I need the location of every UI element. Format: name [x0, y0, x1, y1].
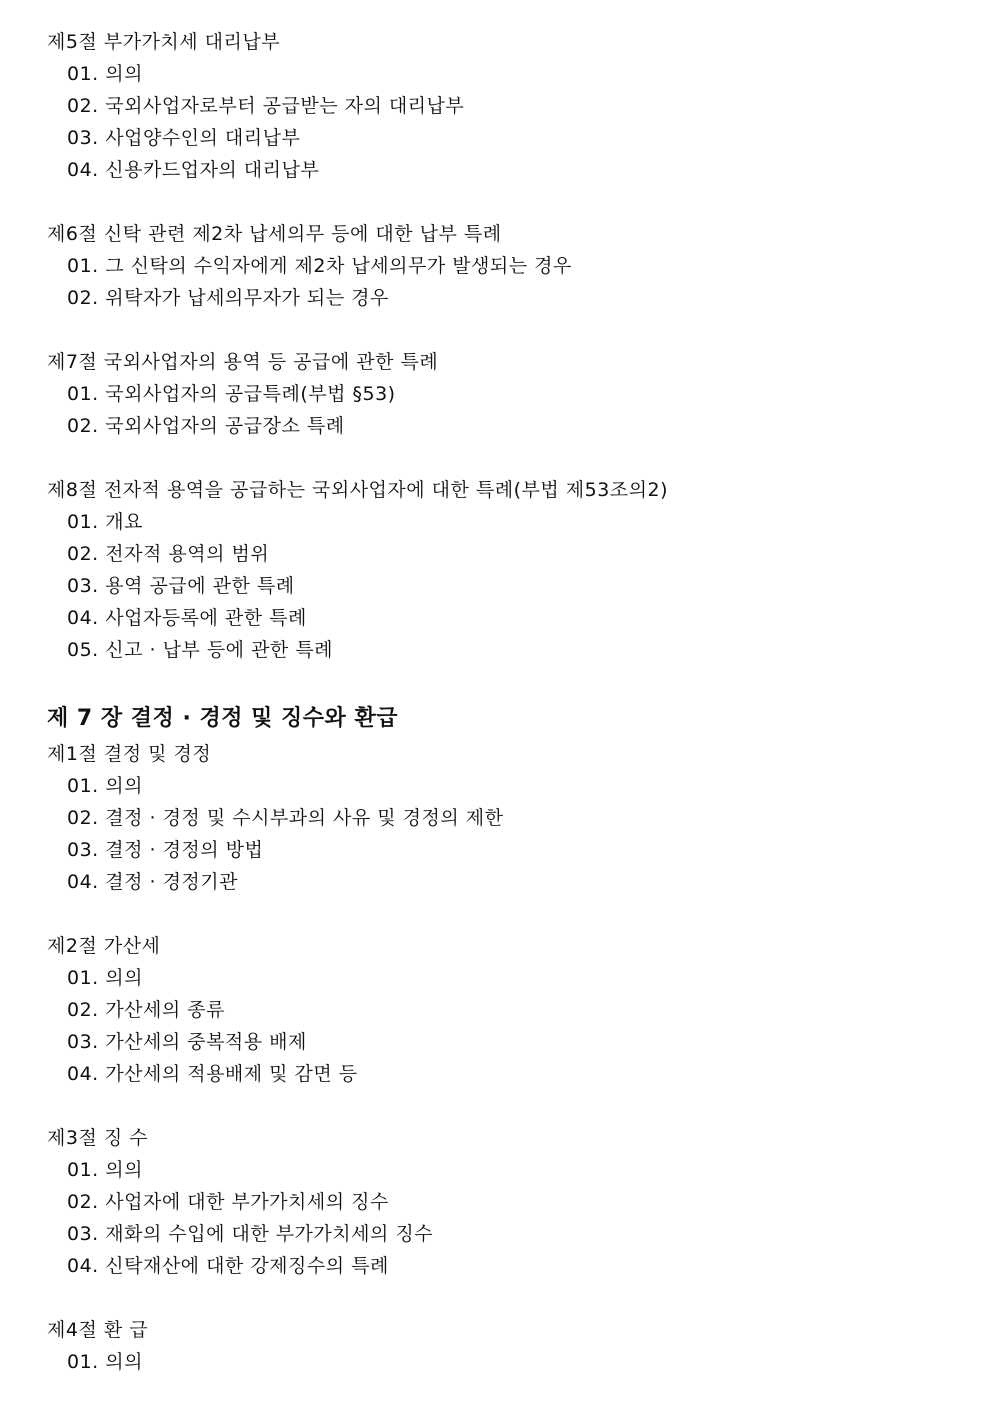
- spacer: [47, 186, 947, 218]
- toc-item: 04. 결정 · 경정기관: [67, 871, 238, 893]
- toc-item: 03. 사업양수인의 대리납부: [67, 127, 301, 149]
- toc-item: 04. 신용카드업자의 대리납부: [67, 159, 320, 181]
- toc-item: 02. 사업자에 대한 부가가치세의 징수: [67, 1191, 389, 1213]
- toc-item: 01. 의의: [67, 1159, 143, 1181]
- toc-item: 02. 결정 · 경정 및 수시부과의 사유 및 경정의 제한: [67, 807, 504, 829]
- section-heading: 제3절 징 수: [47, 1127, 149, 1149]
- toc-item: 01. 개요: [67, 511, 143, 533]
- section-heading: 제1절 결정 및 경정: [47, 743, 212, 765]
- toc-item: 04. 사업자등록에 관한 특례: [67, 607, 307, 629]
- toc-item: 01. 의의: [67, 63, 143, 85]
- spacer: [47, 442, 947, 474]
- toc-item: 03. 재화의 수입에 대한 부가가치세의 징수: [67, 1223, 434, 1245]
- section-heading: 제4절 환 급: [47, 1319, 149, 1341]
- toc-item: 03. 결정 · 경정의 방법: [67, 839, 264, 861]
- toc-item: 01. 국외사업자의 공급특례(부법 §53): [67, 383, 396, 405]
- document-body: [47, 26, 947, 1378]
- toc-item: 04. 신탁재산에 대한 강제징수의 특례: [67, 1255, 389, 1277]
- section-heading: 제8절 전자적 용역을 공급하는 국외사업자에 대한 특례(부법 제53조의2): [47, 479, 669, 501]
- spacer: [47, 666, 947, 698]
- spacer: [47, 898, 947, 930]
- spacer: [47, 1282, 947, 1314]
- toc-item: 03. 용역 공급에 관한 특례: [67, 575, 295, 597]
- section-heading: 제2절 가산세: [47, 935, 161, 957]
- toc-item: 02. 국외사업자로부터 공급받는 자의 대리납부: [67, 95, 465, 117]
- toc-item: 01. 그 신탁의 수익자에게 제2차 납세의무가 발생되는 경우: [67, 255, 572, 277]
- toc-item: 01. 의의: [67, 967, 143, 989]
- toc-item: 02. 가산세의 종류: [67, 999, 225, 1021]
- toc-item: 02. 국외사업자의 공급장소 특례: [67, 415, 345, 437]
- toc-item: 02. 위탁자가 납세의무자가 되는 경우: [67, 287, 389, 309]
- toc-item: 02. 전자적 용역의 범위: [67, 543, 270, 565]
- section-heading: 제6절 신탁 관련 제2차 납세의무 등에 대한 납부 특례: [47, 223, 502, 245]
- toc-item: 03. 가산세의 중복적용 배제: [67, 1031, 307, 1053]
- chapter-heading: 제 7 장 결정 · 경정 및 징수와 환급: [47, 706, 398, 731]
- spacer: [47, 314, 947, 346]
- section-heading: 제7절 국외사업자의 용역 등 공급에 관한 특례: [47, 351, 439, 373]
- toc-item: 01. 의의: [67, 1351, 143, 1373]
- section-heading: 제5절 부가가치세 대리납부: [47, 31, 281, 53]
- toc-item: 05. 신고 · 납부 등에 관한 특례: [67, 639, 334, 661]
- spacer: [47, 1090, 947, 1122]
- toc-item: 04. 가산세의 적용배제 및 감면 등: [67, 1063, 358, 1085]
- toc-item: 01. 의의: [67, 775, 143, 797]
